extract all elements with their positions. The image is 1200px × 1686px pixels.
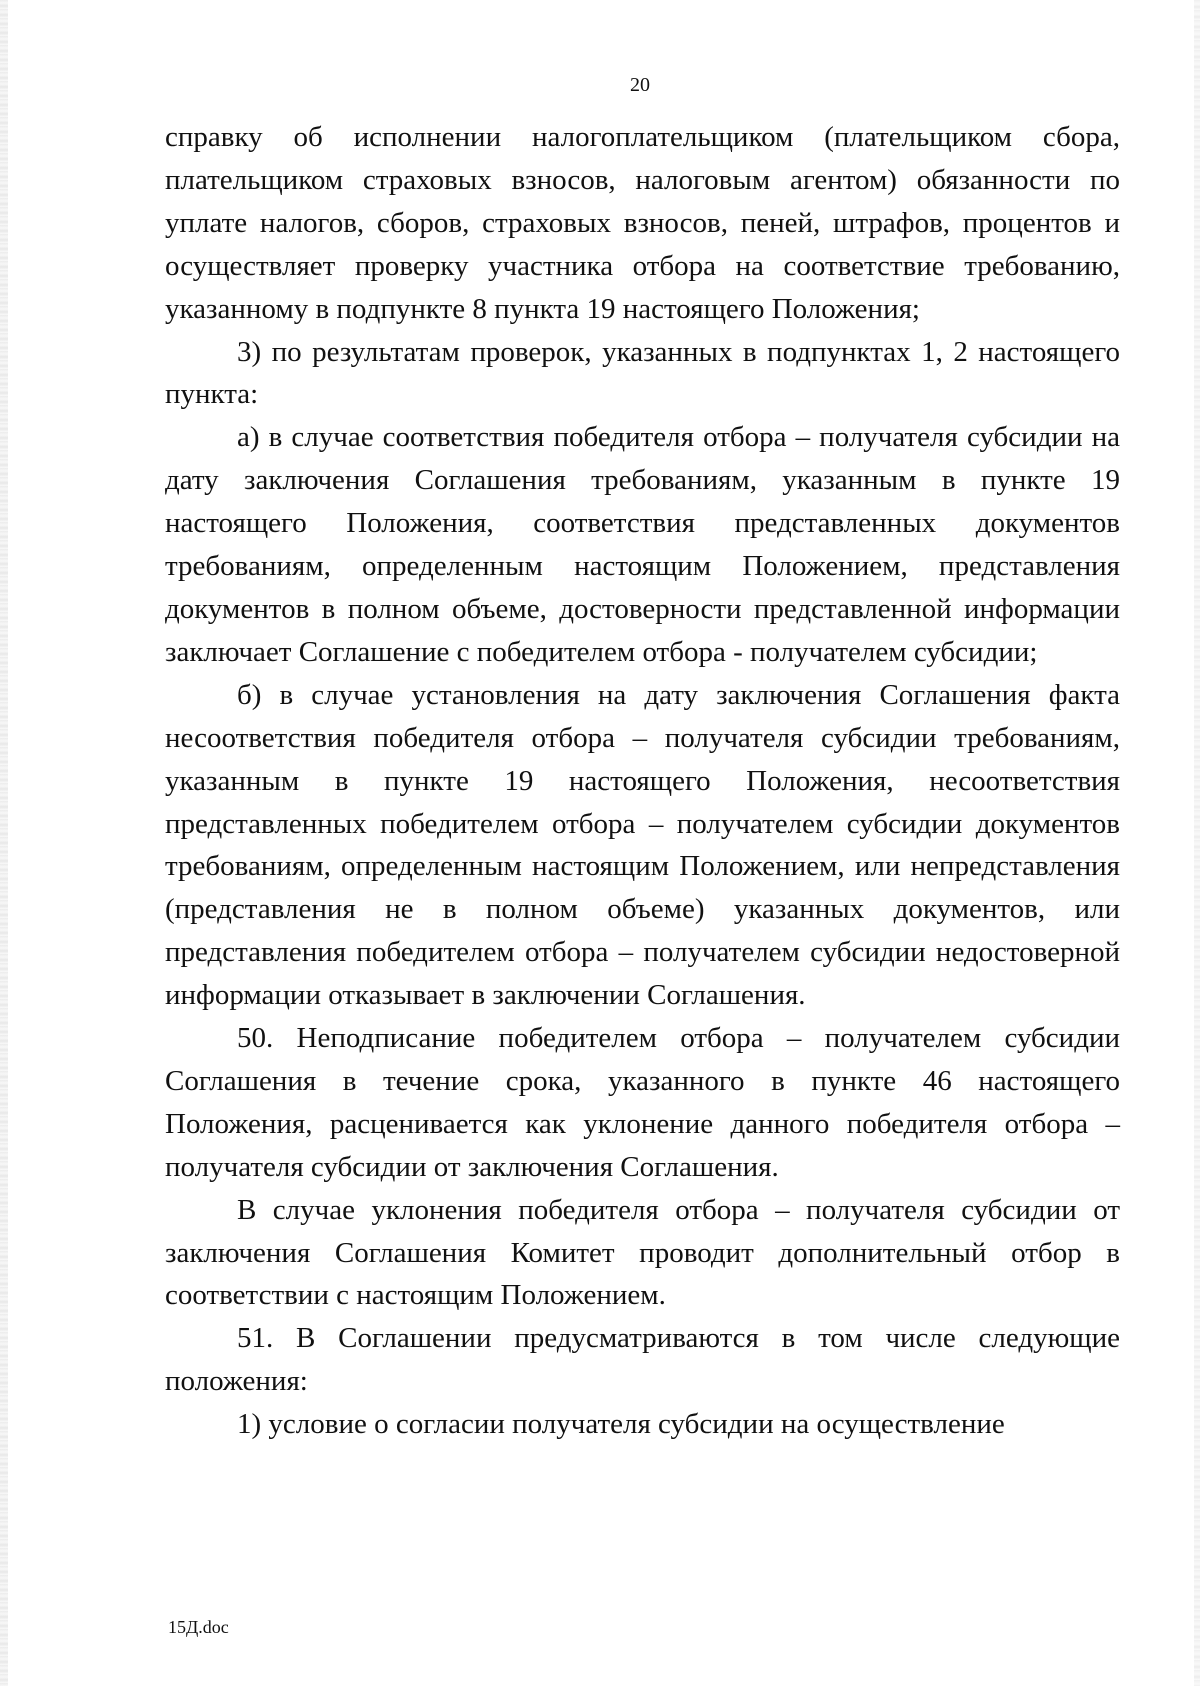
document-body <box>165 116 1120 1446</box>
paragraph-clause-51-item-1: 1) условие о согласии получателя субсидии на осуществление <box>237 1408 1005 1441</box>
paragraph-clause-50: 50. Неподписание победителем отбора – получателем субсидии Соглашения в течение срока, указанного в пункте 46 настоящего Положения, расценивается как уклонение данного победителя отбора – получателя субсидии от заключения Соглашения. <box>165 1022 1120 1183</box>
paragraph-item-3: 3) по результатам проверок, указанных в подпунктах 1, 2 настоящего пункта: <box>165 335 1120 411</box>
paragraph-continuation: справку об исполнении налогоплательщиком (плательщиком сбора, плательщиком страховых взносов, налоговым агентом) обязанности по уплате налогов, сборов, страховых взносов, пеней, штрафов, процентов и осуществляет проверку участника отбора на соответствие требованию, указанному в подпункте 8 пункта 19 настоящего Положения; <box>165 121 1120 325</box>
scan-edge-left <box>0 0 8 1686</box>
paragraph-item-3b: б) в случае установления на дату заключения Соглашения факта несоответствия победителя отбора – получателя субсидии требованиям, указанным в пункте 19 настоящего Положения, несоответствия представленных победителем отбора – получателем субсидии документов требованиям, определенным настоящим Положением, или непредставления (представления не в полном объеме) указанных документов, или представления победителем отбора – получателем субсидии недостоверной информации отказывает в заключении Соглашения. <box>165 678 1120 1012</box>
paragraph-clause-51: 51. В Соглашении предусматриваются в том числе следующие положения: <box>165 1322 1120 1398</box>
paragraph-clause-50-evasion: В случае уклонения победителя отбора – получателя субсидии от заключения Соглашения Комитет проводит дополнительный отбор в соответствии с настоящим Положением. <box>165 1193 1120 1312</box>
page-number: 20 <box>630 74 650 96</box>
scan-edge-right <box>1194 0 1200 1686</box>
paragraph-item-3a: а) в случае соответствия победителя отбора – получателя субсидии на дату заключения Соглашения требованиям, указанным в пункте 19 настоящего Положения, соответствия представленных документов требованиям, определенным настоящим Положением, представления документов в полном объеме, достоверности представленной информации заключает Соглашение с победителем отбора - получателем субсидии; <box>165 421 1120 668</box>
footer-filename: 15Д.doc <box>168 1617 229 1637</box>
